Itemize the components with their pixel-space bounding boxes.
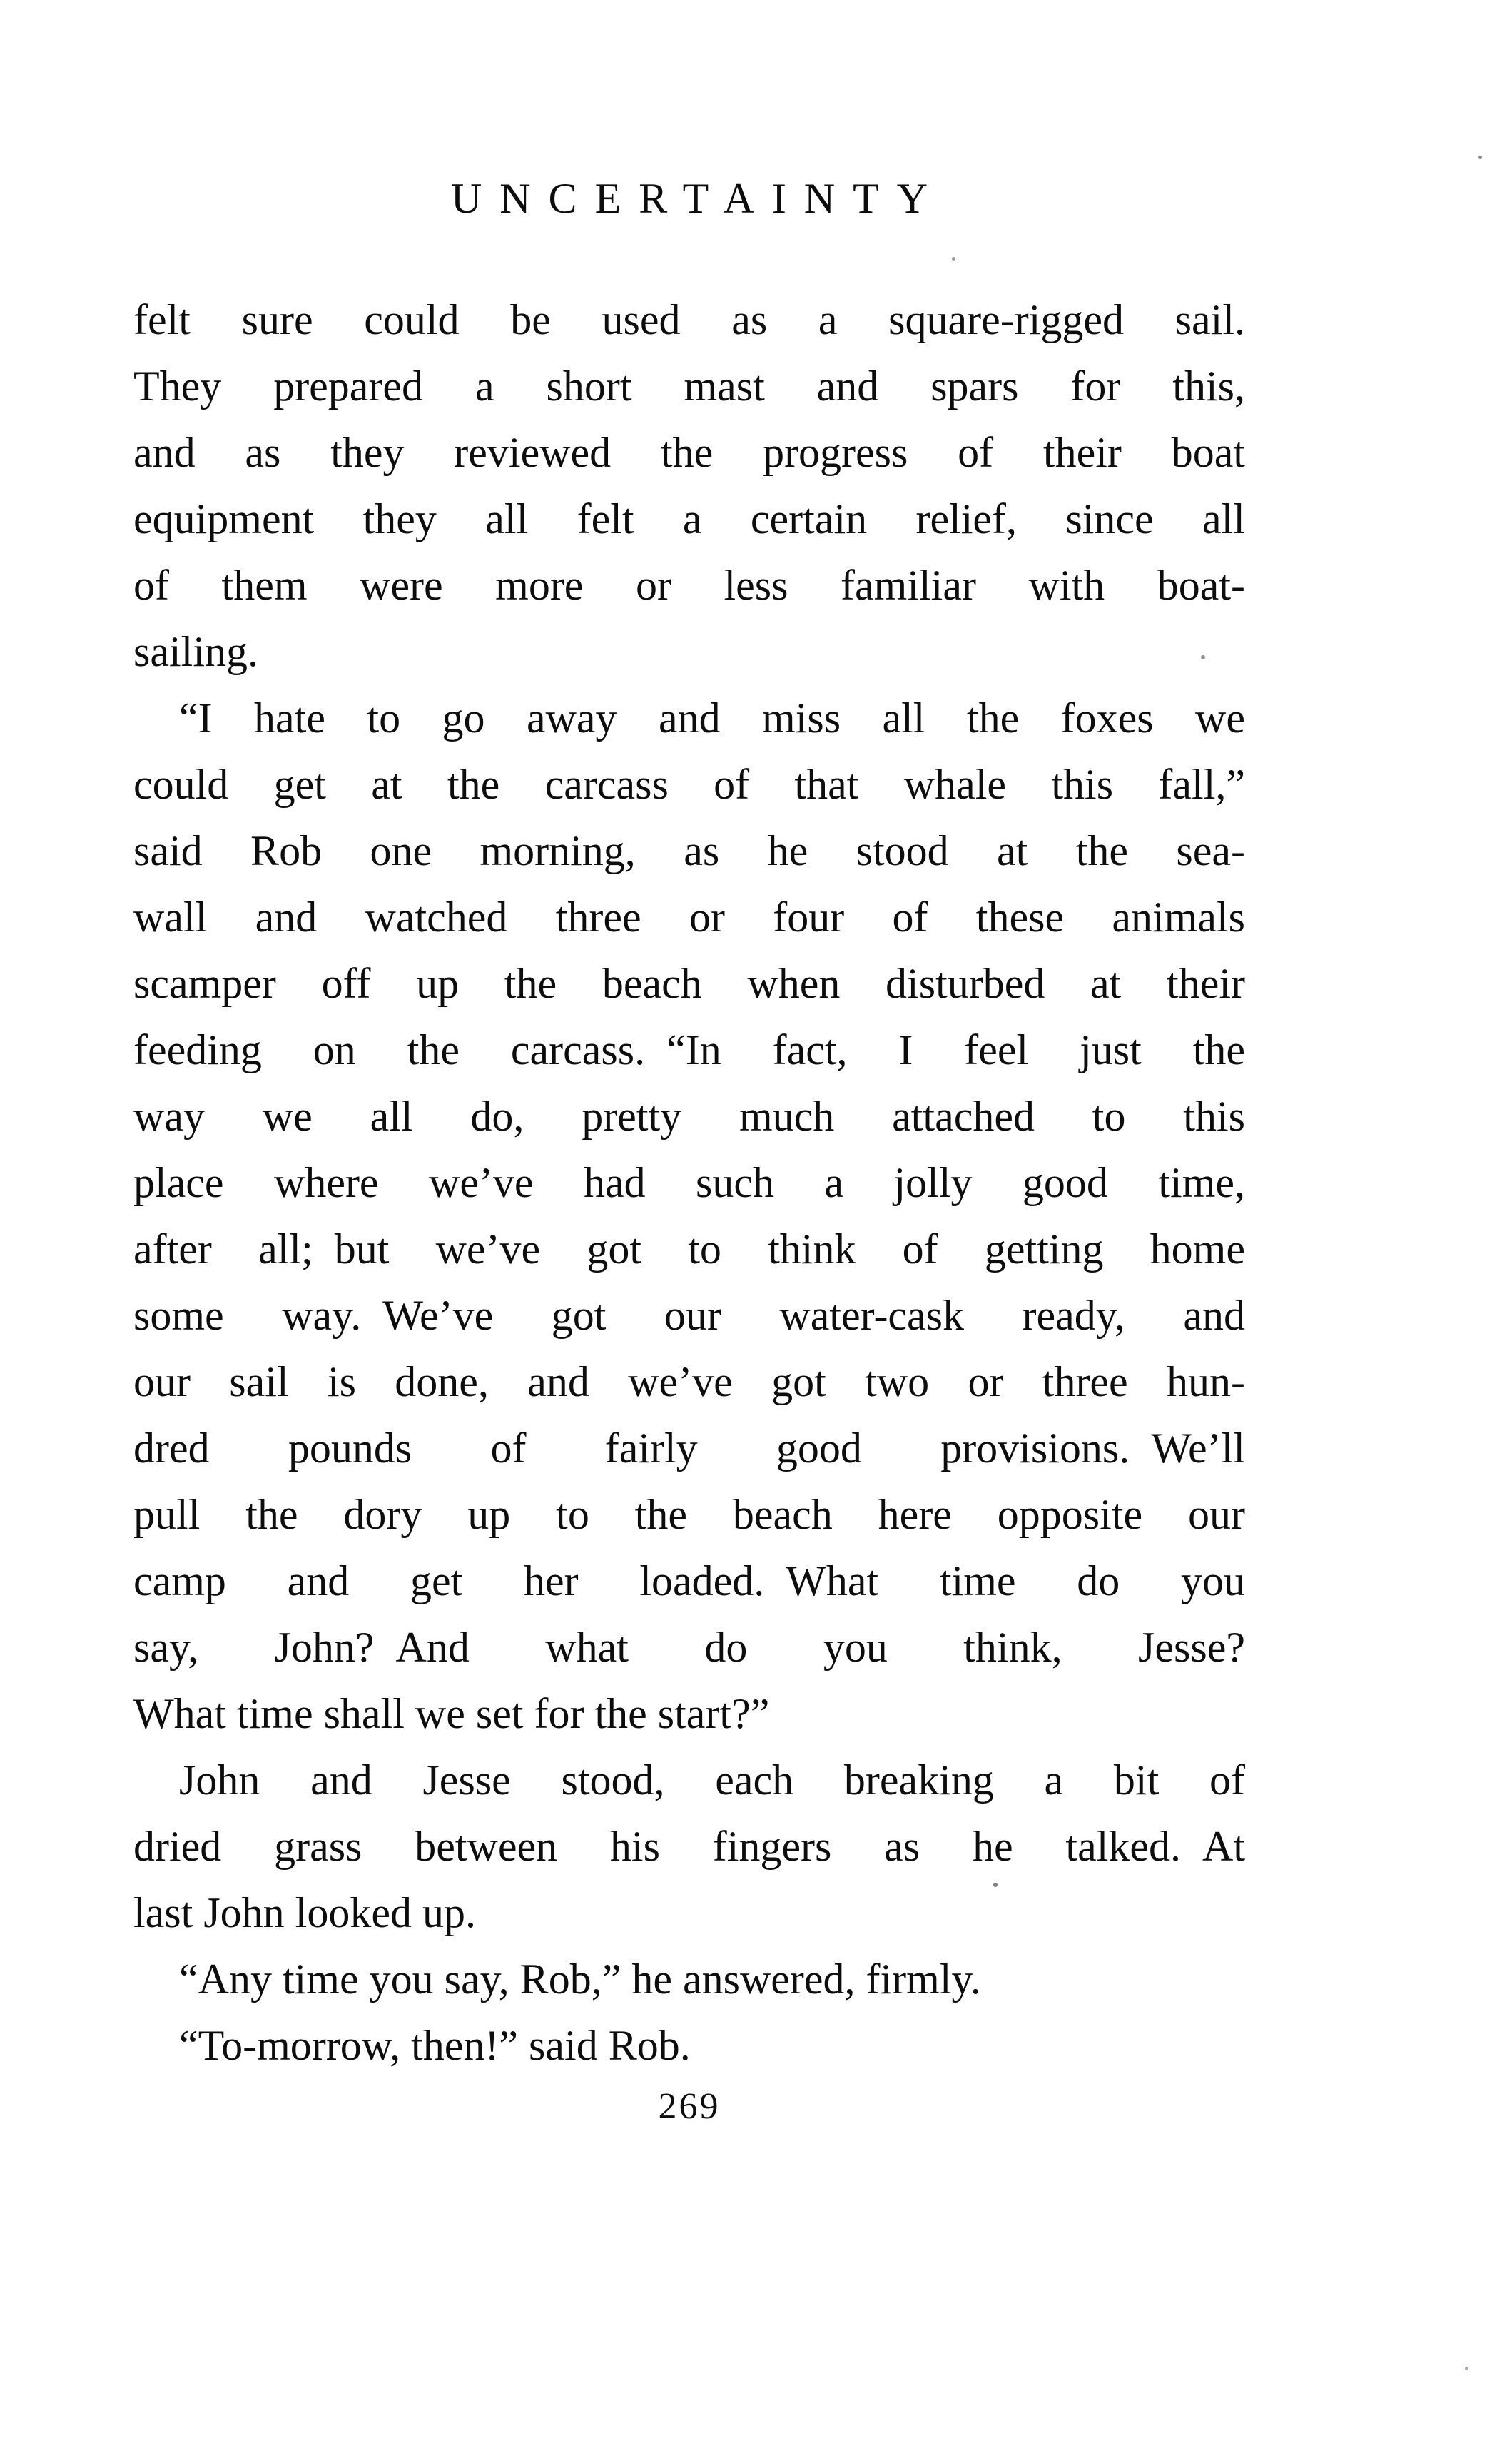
text-line: could get at the carcass of that whale this fall,”	[133, 761, 1245, 808]
text-line: felt sure could be used as a square-rigged sail.	[133, 296, 1245, 343]
text-line: “To-morrow, then!” said Rob.	[179, 2022, 691, 2069]
text-line: feeding on the carcass. “In fact, I feel just the	[133, 1026, 1245, 1073]
page-number: 269	[658, 2086, 721, 2127]
text-line: “I hate to go away and miss all the foxes we	[179, 694, 1245, 742]
text-line: What time shall we set for the start?”	[133, 1690, 770, 1737]
scan-artifact	[1201, 655, 1205, 659]
text-line: sailing.	[133, 628, 258, 675]
scan-artifact	[952, 257, 955, 261]
text-line: and as they reviewed the progress of their boat	[133, 429, 1245, 476]
page-title: UNCERTAINTY	[450, 175, 946, 222]
text-line: last John looked up.	[133, 1889, 476, 1936]
text-line: dred pounds of fairly good provisions. We’ll	[133, 1425, 1245, 1472]
text-line: place where we’ve had such a jolly good time,	[133, 1159, 1245, 1206]
text-line: scamper off up the beach when disturbed at their	[133, 960, 1245, 1007]
scan-artifact	[1478, 156, 1482, 159]
text-line: pull the dory up to the beach here opposite our	[133, 1491, 1245, 1538]
text-line: say, John? And what do you think, Jesse?	[133, 1624, 1245, 1671]
text-line: some way. We’ve got our water-cask ready, and	[133, 1292, 1245, 1339]
text-line: of them were more or less familiar with boat-	[133, 562, 1245, 609]
text-line: wall and watched three or four of these animals	[133, 894, 1245, 941]
text-line: said Rob one morning, as he stood at the sea-	[133, 827, 1245, 874]
text-line: “Any time you say, Rob,” he answered, firmly.	[179, 1956, 981, 2003]
text-line: They prepared a short mast and spars for this,	[133, 363, 1245, 410]
text-line: John and Jesse stood, each breaking a bit of	[179, 1756, 1245, 1804]
text-line: dried grass between his fingers as he talked. At	[133, 1823, 1245, 1870]
text-line: our sail is done, and we’ve got two or three hun-	[133, 1358, 1245, 1405]
scan-artifact	[1465, 2367, 1468, 2370]
text-line: camp and get her loaded. What time do you	[133, 1557, 1245, 1604]
text-line: equipment they all felt a certain relief, since all	[133, 495, 1245, 542]
text-line: after all; but we’ve got to think of getting home	[133, 1225, 1245, 1273]
text-line: way we all do, pretty much attached to this	[133, 1093, 1245, 1140]
scan-artifact	[993, 1883, 998, 1887]
body-text	[133, 287, 1245, 2079]
